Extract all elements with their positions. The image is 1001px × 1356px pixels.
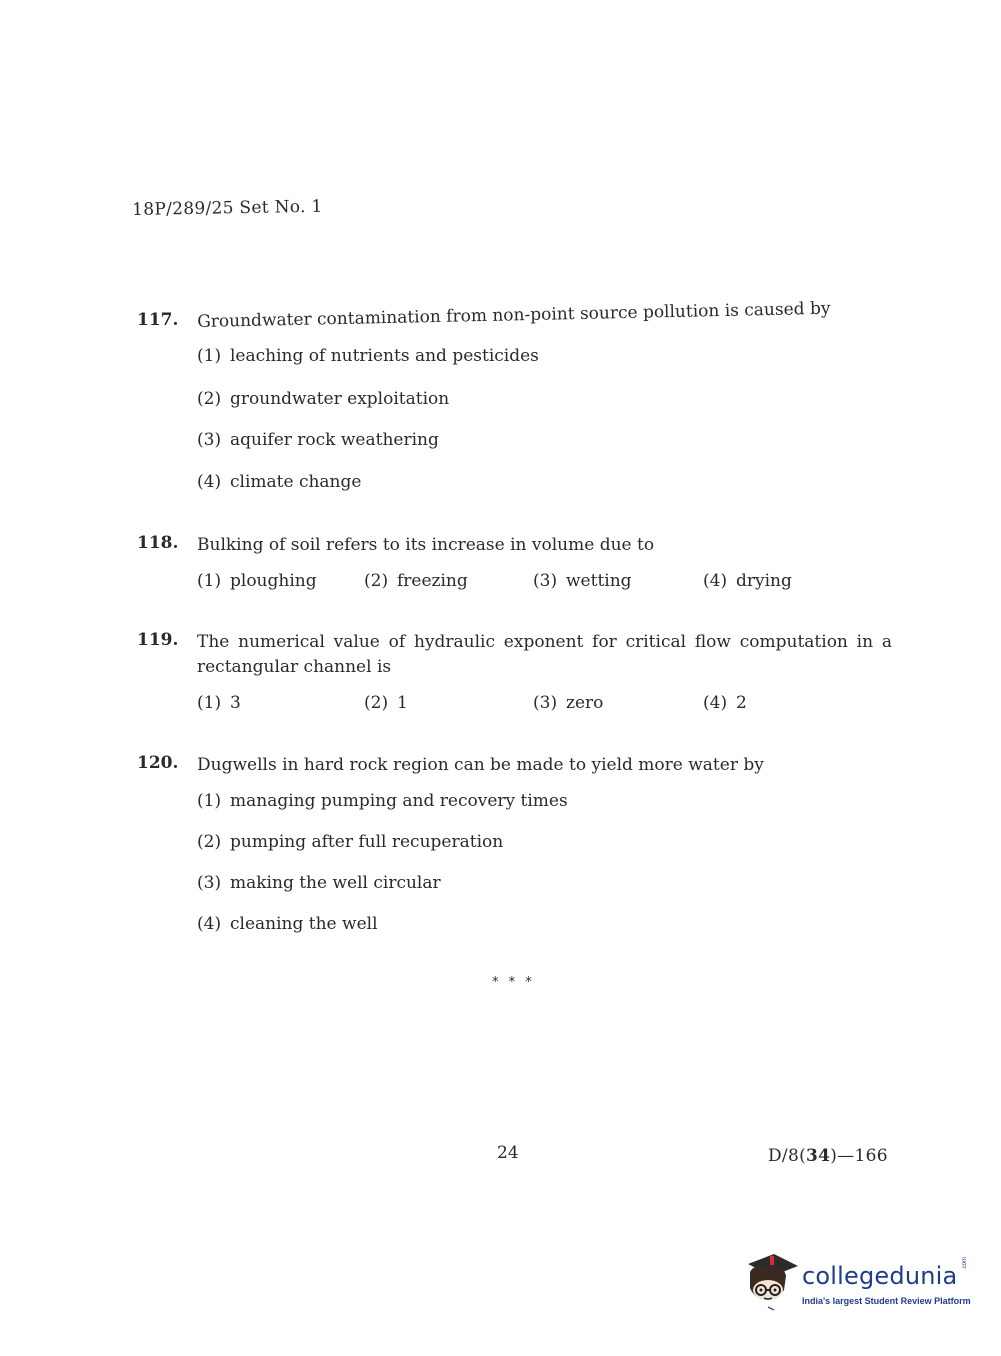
set-number: 18P/289/25 Set No. 1 xyxy=(132,196,323,220)
option-text: managing pumping and recovery times xyxy=(230,791,568,811)
option-number: (2) xyxy=(364,571,389,591)
collegedunia-logo xyxy=(740,1250,970,1320)
option-number: (4) xyxy=(197,472,222,492)
option-4 xyxy=(703,693,747,713)
logo-tagline: India's largest Student Review Platform xyxy=(802,1296,971,1306)
question-number: 119. xyxy=(137,630,179,650)
option-2 xyxy=(364,571,468,591)
footer-code-bold: 34 xyxy=(806,1146,831,1166)
option-text: cleaning the well xyxy=(230,914,378,934)
question-number: 120. xyxy=(137,753,179,773)
option-number: (1) xyxy=(197,693,222,713)
option-2 xyxy=(364,693,408,713)
option-number: (1) xyxy=(197,571,222,591)
option-number: (3) xyxy=(533,571,558,591)
option-number: (4) xyxy=(703,693,728,713)
option-1 xyxy=(197,693,241,713)
question-text: The numerical value of hydraulic exponent for critical flow computation in a rectangular channel is xyxy=(197,632,892,677)
option-number: (2) xyxy=(364,693,389,713)
option-number: (4) xyxy=(197,914,222,934)
end-marker: * * * xyxy=(492,975,535,990)
question-text: Bulking of soil refers to its increase in volume due to xyxy=(197,535,655,555)
footer-code-suffix: )—166 xyxy=(830,1146,888,1166)
option-number: (1) xyxy=(197,791,222,811)
question-text: Groundwater contamination from non-point source pollution is caused by xyxy=(197,298,831,332)
option-number: (2) xyxy=(197,832,222,852)
option-2 xyxy=(197,832,503,852)
option-text: drying xyxy=(736,571,792,591)
option-text: groundwater exploitation xyxy=(230,389,450,409)
option-text: ploughing xyxy=(230,571,317,591)
option-number: (4) xyxy=(703,571,728,591)
option-2 xyxy=(197,389,449,409)
option-number: (3) xyxy=(533,693,558,713)
option-text: freezing xyxy=(397,571,468,591)
option-text: climate change xyxy=(230,472,362,492)
footer-code-prefix: D/8( xyxy=(768,1146,807,1166)
mascot-icon xyxy=(740,1250,802,1312)
option-3 xyxy=(197,430,439,450)
footer-code xyxy=(768,1146,888,1166)
question-number: 118. xyxy=(137,533,179,553)
question-number: 117. xyxy=(137,310,179,330)
page-number: 24 xyxy=(497,1143,519,1163)
option-number: (3) xyxy=(197,430,222,450)
option-number: (3) xyxy=(197,873,222,893)
option-number: (1) xyxy=(197,346,222,366)
option-3 xyxy=(533,571,632,591)
option-text: 2 xyxy=(736,693,747,713)
option-4 xyxy=(197,914,378,934)
logo-wordmark: collegedunia xyxy=(802,1262,958,1290)
option-3 xyxy=(533,693,603,713)
option-text: 3 xyxy=(230,693,241,713)
logo-com: .com xyxy=(962,1256,968,1270)
option-1 xyxy=(197,346,539,366)
option-4 xyxy=(197,472,361,492)
option-text: making the well circular xyxy=(230,873,441,893)
option-text: leaching of nutrients and pesticides xyxy=(230,346,539,366)
option-text: zero xyxy=(566,693,604,713)
option-1 xyxy=(197,571,317,591)
option-text: wetting xyxy=(566,571,632,591)
option-number: (2) xyxy=(197,389,222,409)
option-text: 1 xyxy=(397,693,408,713)
option-text: pumping after full recuperation xyxy=(230,832,504,852)
option-1 xyxy=(197,791,568,811)
question-text: Dugwells in hard rock region can be made to yield more water by xyxy=(197,755,764,775)
option-text: aquifer rock weathering xyxy=(230,430,439,450)
option-3 xyxy=(197,873,441,893)
option-4 xyxy=(703,571,792,591)
